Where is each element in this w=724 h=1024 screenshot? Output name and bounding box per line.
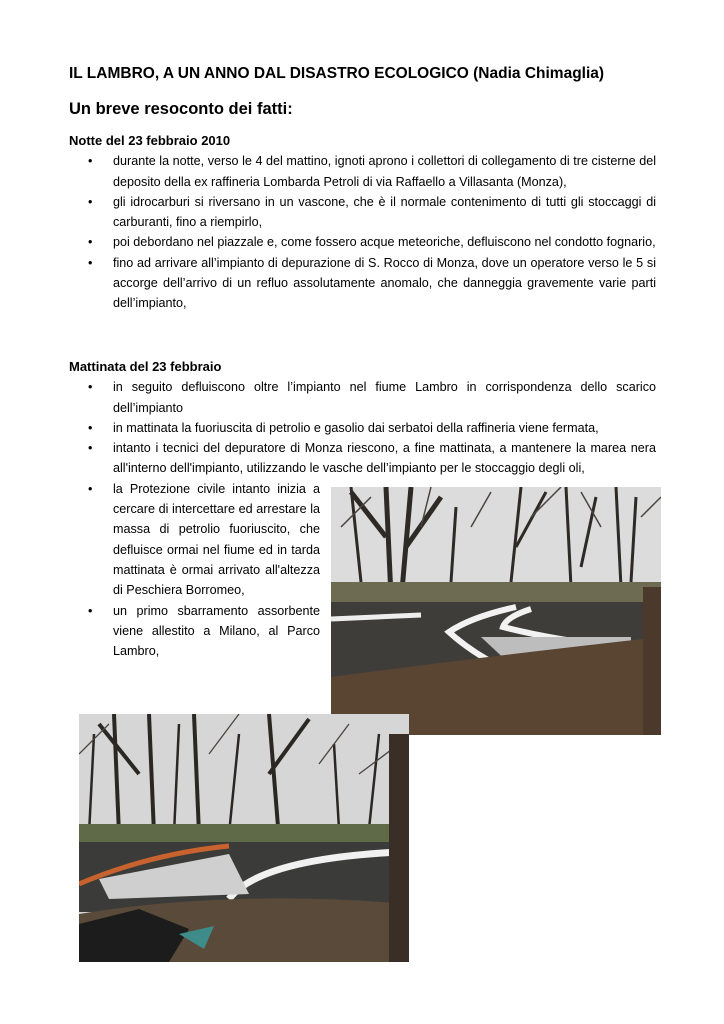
bullet-icon: • xyxy=(88,603,93,618)
bullet-icon: • xyxy=(88,235,93,250)
list-item: • fino ad arrivare all’impianto di depurazione di S. Rocco di Monza, dove un operatore verso le 5 si accorge dell’arrivo di un refluo assolutamente anomalo, che danneggia gravemente varie parti dell’impianto, xyxy=(69,253,656,314)
photo-river-booms-2 xyxy=(79,714,409,962)
bullet-icon: • xyxy=(88,481,93,496)
list-item: • un primo sbarramento assorbente viene allestito a Milano, al Parco Lambro, xyxy=(69,601,320,662)
list-item: • in mattinata la fuoriuscita di petrolio e gasolio dai serbatoi della raffineria viene fermata, xyxy=(69,418,656,438)
list-item: • poi debordano nel piazzale e, come fossero acque meteoriche, defluiscono nel condotto fognario, xyxy=(69,232,656,252)
list-item: • gli idrocarburi si riversano in un vascone, che è il normale contenimento di tutti gli stoccaggi di carburanti, fino a riempirlo, xyxy=(69,192,656,233)
photo-river-booms-1 xyxy=(331,487,661,735)
section-night xyxy=(69,131,656,314)
document-title: IL LAMBRO, A UN ANNO DAL DISASTRO ECOLOGICO (Nadia Chimaglia) xyxy=(69,65,605,82)
bullet-icon: • xyxy=(88,194,93,209)
bullet-icon: • xyxy=(88,154,93,169)
bullet-icon: • xyxy=(88,255,93,270)
list-item: • durante la notte, verso le 4 del mattino, ignoti aprono i collettori di collegamento di tre cisterne del deposito della ex raffineria Lombarda Petroli di via Raffaello a Villasanta (Monza), xyxy=(69,151,656,192)
list-item: • intanto i tecnici del depuratore di Monza riescono, a fine mattinata, a mantenere la marea nera all'interno dell'impianto, utilizzando le vasche dell’impianto per le stoccaggio degli oli, xyxy=(69,438,656,479)
section-subtitle: Un breve resoconto dei fatti: xyxy=(69,100,293,118)
list-item: • in seguito defluiscono oltre l’impianto nel fiume Lambro in corrispondenza dello scarico dell’impianto xyxy=(69,377,656,418)
list-item: • la Protezione civile intanto inizia a cercare di intercettare ed arrestare la massa di petrolio fuoriuscito, che defluisce ormai nel fiume ed in tarda mattinata è ormai arrivato all'altezza di Peschiera Borromeo, xyxy=(69,479,320,601)
bullet-icon: • xyxy=(88,420,93,435)
section-heading: Notte del 23 febbraio 2010 xyxy=(69,133,231,148)
bullet-icon: • xyxy=(88,380,93,395)
section-heading: Mattinata del 23 febbraio xyxy=(69,359,222,374)
bullet-icon: • xyxy=(88,441,93,456)
